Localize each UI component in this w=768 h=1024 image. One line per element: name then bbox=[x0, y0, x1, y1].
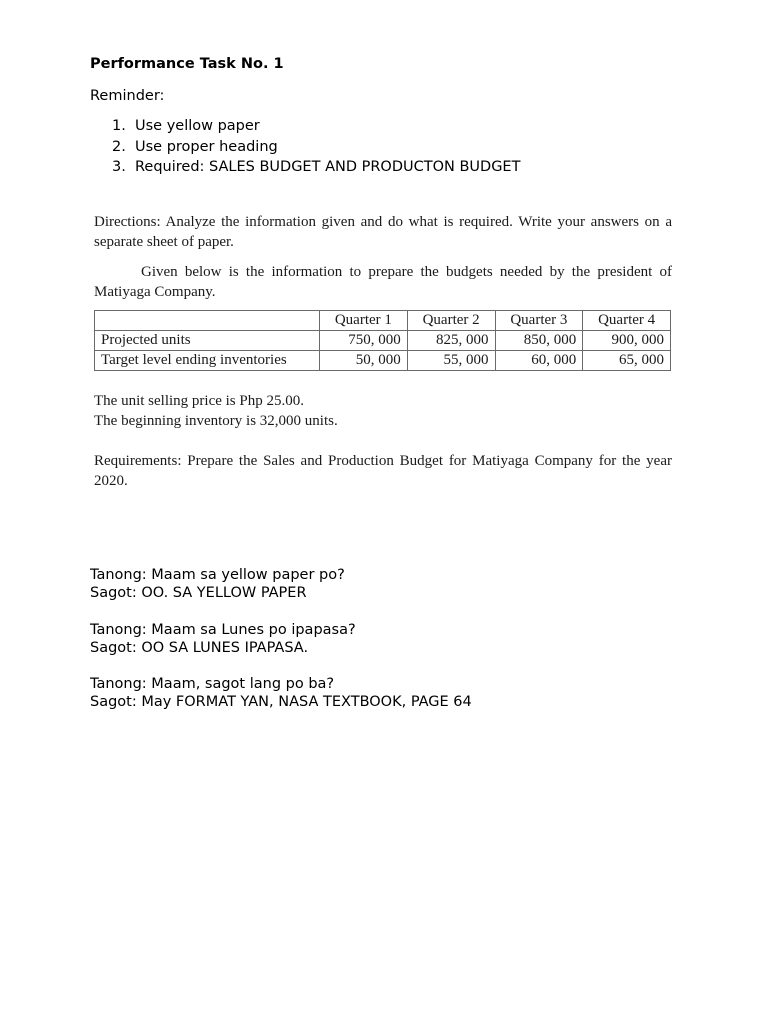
requirements-text: Requirements: Prepare the Sales and Production Budget for Matiyaga Company for the year 2020. bbox=[94, 453, 672, 489]
list-item-text: Required: SALES BUDGET AND PRODUCTON BUDGET bbox=[135, 159, 521, 175]
table-header-cell bbox=[95, 311, 320, 331]
table-header-cell: Quarter 1 bbox=[320, 311, 408, 331]
price-text: The unit selling price is Php 25.00. bbox=[94, 393, 304, 409]
reminder-label: Reminder: bbox=[90, 88, 165, 104]
budget-table bbox=[94, 310, 671, 371]
table-cell: 850, 000 bbox=[495, 331, 583, 351]
table-header-cell: Quarter 2 bbox=[407, 311, 495, 331]
table-header-cell: Quarter 4 bbox=[583, 311, 671, 331]
list-item-text: Use yellow paper bbox=[135, 118, 260, 134]
table-cell: 55, 000 bbox=[407, 351, 495, 371]
list-item-number: 2. bbox=[112, 138, 126, 155]
table-row bbox=[95, 331, 671, 351]
table-row-label: Projected units bbox=[95, 331, 320, 351]
list-item bbox=[90, 116, 520, 137]
list-item-number: 3. bbox=[112, 159, 126, 175]
list-item bbox=[90, 157, 520, 178]
textbook-excerpt bbox=[94, 212, 672, 491]
table-row bbox=[95, 351, 671, 371]
table-cell: 750, 000 bbox=[320, 331, 408, 351]
table-header-cell: Quarter 3 bbox=[495, 311, 583, 331]
list-item-number: 1. bbox=[112, 118, 126, 134]
answer-text: Sagot: OO. SA YELLOW PAPER bbox=[90, 585, 307, 601]
inventory-text: The beginning inventory is 32,000 units. bbox=[94, 413, 338, 429]
table-cell: 825, 000 bbox=[407, 331, 495, 351]
answer-text: Sagot: May FORMAT YAN, NASA TEXTBOOK, PAGE 64 bbox=[90, 694, 472, 710]
table-cell: 50, 000 bbox=[320, 351, 408, 371]
question-text: Tanong: Maam sa Lunes po ipapasa? bbox=[90, 622, 356, 638]
table-cell: 65, 000 bbox=[583, 351, 671, 371]
qa-block bbox=[90, 621, 690, 657]
answer-text: Sagot: OO SA LUNES IPAPASA. bbox=[90, 640, 309, 656]
given-text: Given below is the information to prepare the budgets needed by the president of Matiyaga Company. bbox=[94, 264, 672, 300]
directions-text: Directions: Analyze the information given and do what is required. Write your answers on a separate sheet of paper. bbox=[94, 214, 672, 250]
page-title: Performance Task No. 1 bbox=[90, 56, 284, 72]
qa-block bbox=[90, 675, 690, 711]
list-item-text: Use proper heading bbox=[135, 138, 278, 155]
reminder-list bbox=[90, 116, 520, 178]
question-text: Tanong: Maam, sagot lang po ba? bbox=[90, 676, 335, 692]
table-cell: 60, 000 bbox=[495, 351, 583, 371]
table-row-label: Target level ending inventories bbox=[95, 351, 320, 371]
table-header-row bbox=[95, 311, 671, 331]
question-text: Tanong: Maam sa yellow paper po? bbox=[90, 567, 345, 583]
qa-block bbox=[90, 566, 690, 602]
table-cell: 900, 000 bbox=[583, 331, 671, 351]
list-item bbox=[90, 137, 520, 158]
